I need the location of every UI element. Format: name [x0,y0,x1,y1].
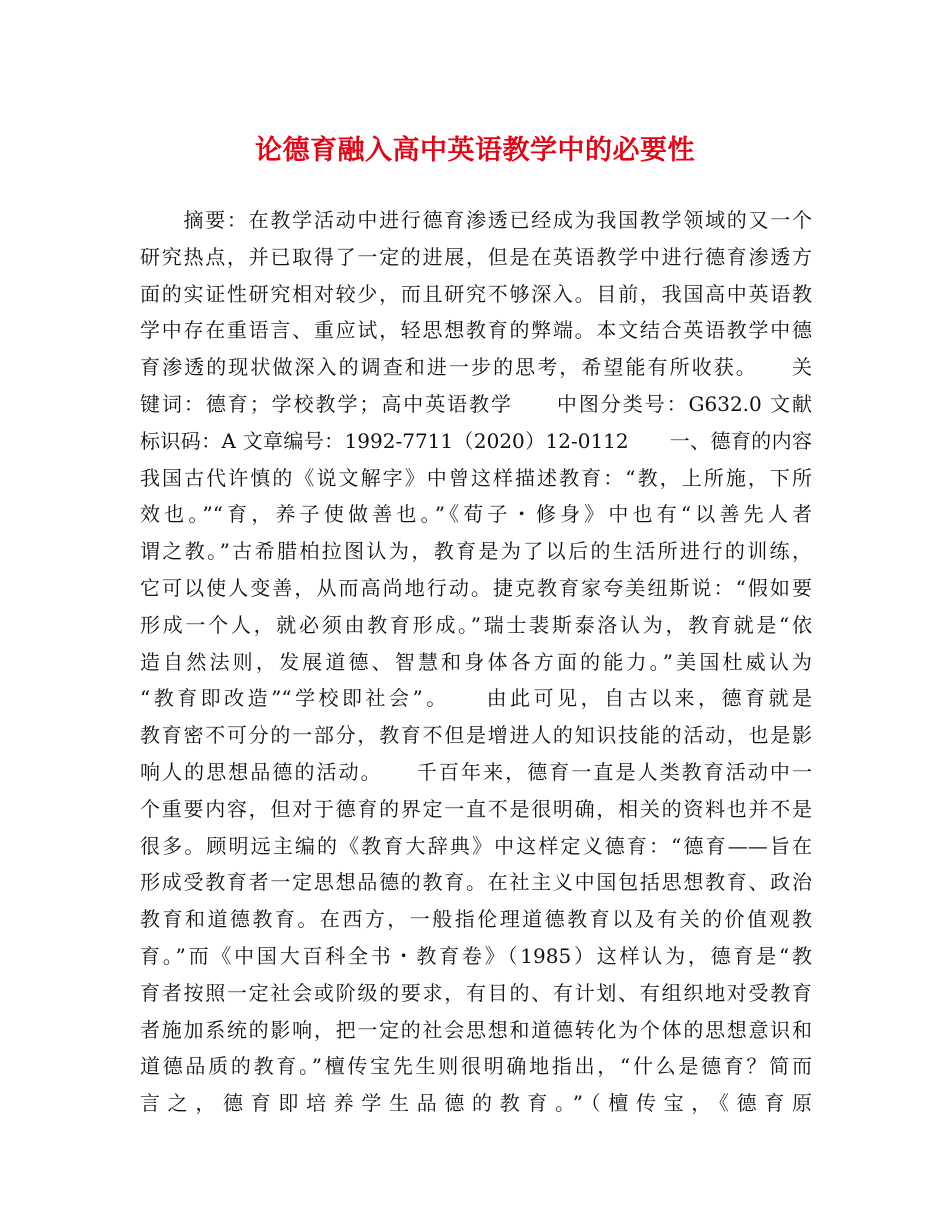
text-line: 摘要：在教学活动中进行德育渗透已经成为我国教学领域的又一个 [140,208,812,232]
text-line: 教育密不可分的一部分，教育不但是增进人的知识技能的活动，也是影 [140,723,812,748]
text-line: 言之，德育即培养学生品德的教育。”（檀传宝，《德育原 [140,1091,812,1116]
text-line: 形成受教育者一定思想品德的教育。在社主义中国包括思想教育、政治 [140,870,812,895]
text-line: 者施加系统的影响，把一定的社会思想和道德转化为个体的思想意识和 [140,1017,812,1042]
text-line: 键词：德育；学校教学；高中英语教学 中图分类号：G632.0 文献 [140,391,812,416]
body-text [140,202,812,1122]
text-line: 个重要内容，但对于德育的界定一直不是很明确，相关的资料也并不是 [140,796,812,821]
text-line: 标识码：A 文章编号：1992-7711（2020）12-0112 一、德育的内容 [140,428,812,453]
text-line: 学中存在重语言、重应试，轻思想教育的弊端。本文结合英语教学中德 [140,318,812,343]
text-line: 效也。”“育，养子使做善也。”《荀子・修身》中也有“以善先人者 [140,502,812,527]
text-line: “教育即改造”“学校即社会”。 由此可见，自古以来，德育就是 [140,686,812,711]
text-line: 造自然法则，发展道德、智慧和身体各方面的能力。”美国杜威认为 [140,649,812,674]
text-line: 面的实证性研究相对较少，而且研究不够深入。目前，我国高中英语教 [140,281,812,306]
text-line: 我国古代许慎的《说文解字》中曾这样描述教育：“教，上所施，下所 [140,465,812,490]
text-line: 育。”而《中国大百科全书・教育卷》（1985）这样认为，德育是“教 [140,943,812,968]
text-line: 研究热点，并已取得了一定的进展，但是在英语教学中进行德育渗透方 [140,244,812,269]
text-line: 谓之教。”古希腊柏拉图认为，教育是为了以后的生活所进行的训练， [140,539,812,564]
text-line: 育者按照一定社会或阶级的要求，有目的、有计划、有组织地对受教育 [140,980,812,1005]
document-title: 论德育融入高中英语教学中的必要性 [255,135,695,166]
text-line: 它可以使人变善，从而高尚地行动。捷克教育家夸美纽斯说：“假如要 [140,575,812,600]
text-line: 响人的思想品德的活动。 千百年来，德育一直是人类教育活动中一 [140,759,812,784]
text-line: 育渗透的现状做深入的调查和进一步的思考，希望能有所收获。 关 [140,355,812,380]
text-line: 形成一个人，就必须由教育形成。”瑞士裴斯泰洛认为，教育就是“依 [140,612,812,637]
text-line: 道德品质的教育。”檀传宝先生则很明确地指出，“什么是德育？简而 [140,1054,812,1079]
text-line: 教育和道德教育。在西方，一般指伦理道德教育以及有关的价值观教 [140,907,812,932]
text-line: 很多。顾明远主编的《教育大辞典》中这样定义德育：“德育——旨在 [140,833,812,858]
